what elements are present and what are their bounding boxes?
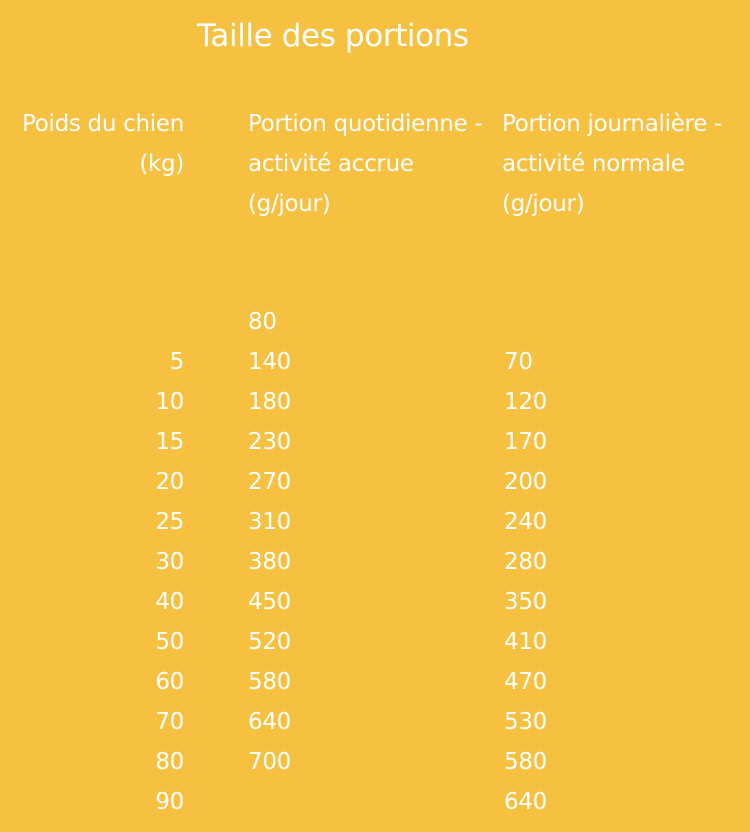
- active-portion-cell: 230: [248, 429, 291, 455]
- table-row: [0, 422, 750, 462]
- active-portion-cell: 380: [248, 549, 291, 575]
- normal-portion-cell: 280: [504, 549, 547, 575]
- table-row: [0, 502, 750, 542]
- weight-cell: 30: [155, 549, 184, 575]
- normal-portion-cell: 170: [504, 429, 547, 455]
- normal-portion-cell: 640: [504, 789, 547, 815]
- active-portion-cell: 140: [248, 349, 291, 375]
- table-row: [0, 782, 750, 822]
- active-portion-cell: 310: [248, 509, 291, 535]
- table-row: [0, 462, 750, 502]
- table-row: [0, 662, 750, 702]
- table-row: [0, 542, 750, 582]
- active-portion-cell: 640: [248, 709, 291, 735]
- active-portion-cell: 700: [248, 749, 291, 775]
- active-portion-cell: 450: [248, 589, 291, 615]
- weight-cell: 50: [155, 629, 184, 655]
- normal-portion-cell: 70: [504, 349, 533, 375]
- active-portion-cell: 180: [248, 389, 291, 415]
- normal-portion-cell: 580: [504, 749, 547, 775]
- column-header-active-portion: Portion quotidienne - activité accrue (g/jour): [248, 111, 483, 217]
- weight-cell: 15: [155, 429, 184, 455]
- weight-cell: 25: [155, 509, 184, 535]
- active-portion-cell: 520: [248, 629, 291, 655]
- column-header-normal-portion: Portion journalière - activité normale (g/jour): [502, 111, 723, 217]
- active-portion-cell: 580: [248, 669, 291, 695]
- weight-cell: 80: [155, 749, 184, 775]
- weight-cell: 5: [169, 349, 184, 375]
- weight-cell: 70: [155, 709, 184, 735]
- table-row: [0, 382, 750, 422]
- normal-portion-cell: 530: [504, 709, 547, 735]
- portion-table-body: [0, 302, 750, 822]
- active-portion-cell: 80: [248, 309, 277, 335]
- weight-cell: 10: [155, 389, 184, 415]
- normal-portion-cell: 120: [504, 389, 547, 415]
- table-row: [0, 702, 750, 742]
- normal-portion-cell: 350: [504, 589, 547, 615]
- normal-portion-cell: 200: [504, 469, 547, 495]
- weight-cell: 20: [155, 469, 184, 495]
- weight-cell: 90: [155, 789, 184, 815]
- normal-portion-cell: 240: [504, 509, 547, 535]
- active-portion-cell: 270: [248, 469, 291, 495]
- normal-portion-cell: 470: [504, 669, 547, 695]
- table-row: [0, 342, 750, 382]
- page-title: Taille des portions: [197, 18, 469, 54]
- table-row: [0, 582, 750, 622]
- column-header-weight: Poids du chien (kg): [21, 111, 184, 177]
- table-row: [0, 302, 750, 342]
- normal-portion-cell: 410: [504, 629, 547, 655]
- weight-cell: 60: [155, 669, 184, 695]
- table-row: [0, 742, 750, 782]
- table-row: [0, 622, 750, 662]
- weight-cell: 40: [155, 589, 184, 615]
